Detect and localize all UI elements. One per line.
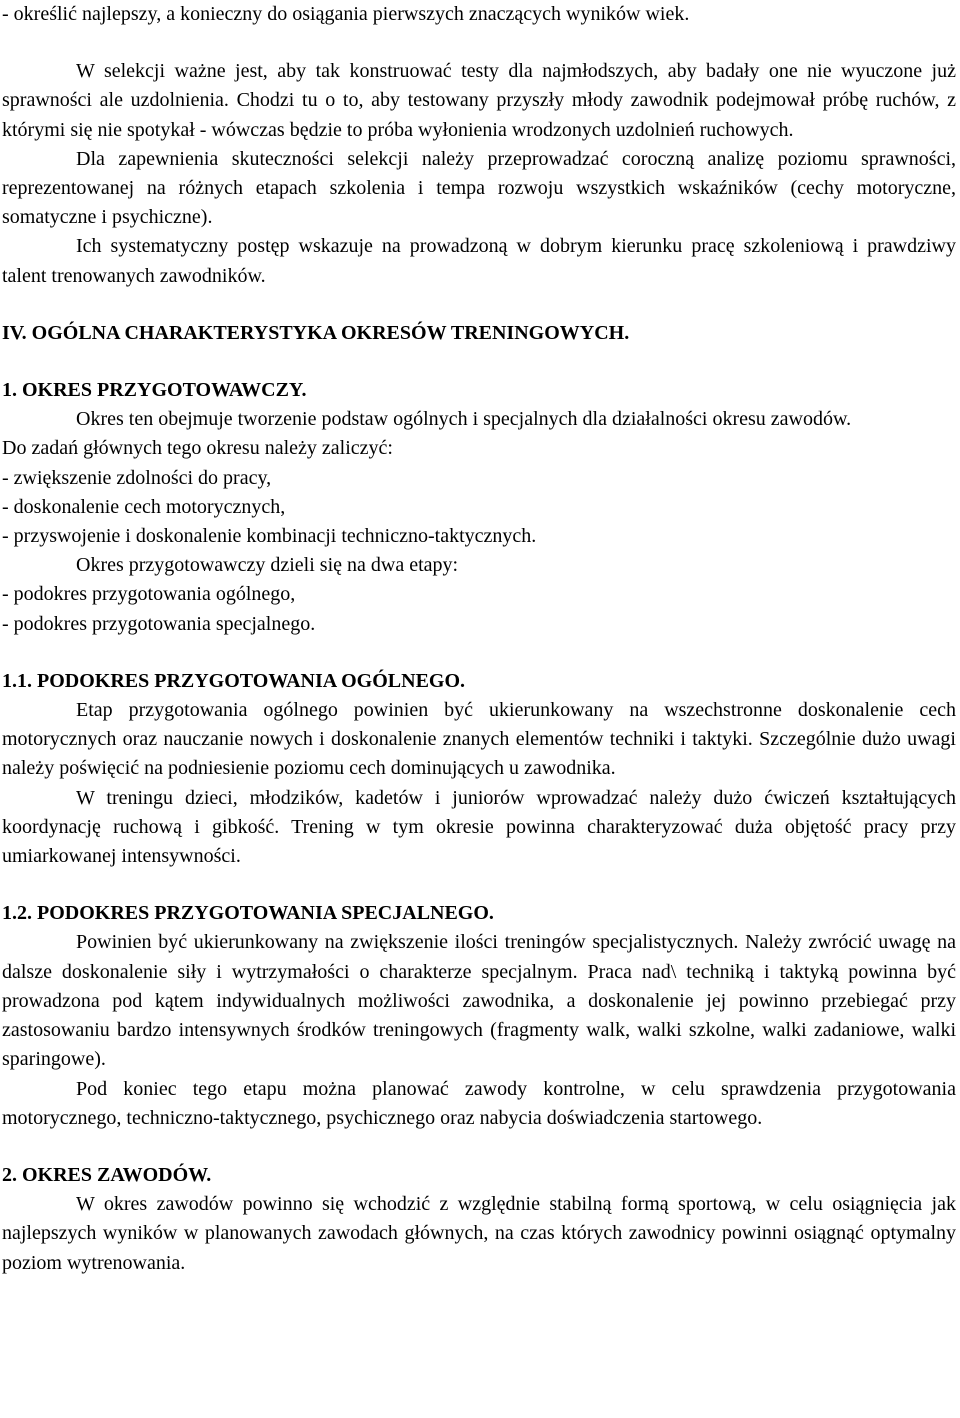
paragraph-okres-zawodow: W okres zawodów powinno się wchodzić z względnie stabilną formą sportową, w celu osiągnięcia jak najlepszych wyników w planowanych zawodach głównych, na czas których zawodnicy powinni osiągnąć optymalny poziom wytrenowania. bbox=[2, 1193, 956, 1274]
paragraph-powinien: Powinien być ukierunkowany na zwiększenie ilości treningów specjalistycznych. Należy zwrócić uwagę na dalsze doskonalenie siły i wytrzymałości o charakterze specjalnym. Praca nad\ techniką i taktyką powinna być prowadzona pod kątem indywidualnych możliwości zawodnika, a doskonalenie jej powinno przebiegać przy zastosowaniu bardzo intensywnych środków treningowych (fragmenty walk, walki szkolne, walki zadaniowe, walki sparingowe). bbox=[2, 931, 956, 1071]
heading-podokres-ogolny: 1.1. PODOKRES PRZYGOTOWANIA OGÓLNEGO. bbox=[2, 669, 466, 692]
heading-podokres-specjalny: 1.2. PODOKRES PRZYGOTOWANIA SPECJALNEGO. bbox=[2, 902, 494, 925]
paragraph-pod-koniec: Pod koniec tego etapu można planować zawody kontrolne, w celu sprawdzenia przygotowania motorycznego, techniczno-taktycznego, psychicznego oraz nabycia doświadczenia startowego. bbox=[2, 1077, 956, 1129]
list-item: - zwiększenie zdolności do pracy, bbox=[2, 466, 272, 489]
paragraph-etap-ogolny: Etap przygotowania ogólnego powinien być ukierunkowany na wszechstronne doskonalenie cech motorycznych oraz nauczanie nowych i doskonalenie znanych elementów techniki i taktyki. Szczególnie dużo uwagi należy poświęcić na podniesienie poziomu cech dominujących u zawodnika. bbox=[2, 699, 956, 780]
document-page bbox=[2, 0, 956, 1278]
paragraph-skutecznosc: Dla zapewnienia skuteczności selekcji należy przeprowadzać coroczną analizę poziomu sprawności, reprezentowanej na różnych etapach szkolenia i tempa rozwoju wszystkich wskaźników (cechy motoryczne, somatyczne i psychiczne). bbox=[2, 147, 956, 229]
paragraph-top: - określić najlepszy, a konieczny do osiągania pierwszych znaczących wyników wiek. bbox=[2, 3, 690, 25]
paragraph-selekcja: W selekcji ważne jest, aby tak konstruować testy dla najmłodszych, aby badały one nie wyuczone już sprawności ale uzdolnienia. Chodzi tu o to, aby testowany przyszły młody zawodnik podejmował próbę ruchów, z którymi się nie spotykał - wówczas będzie to próba wyłonienia wrodzonych uzdolnień ruchowych. bbox=[2, 60, 956, 141]
paragraph-okres-ten: Okres ten obejmuje tworzenie podstaw ogólnych i specjalnych dla działalności okresu zawodów. bbox=[76, 408, 852, 431]
etapy-intro: Okres przygotowawczy dzieli się na dwa etapy: bbox=[76, 554, 459, 577]
heading-okres-przygotowawczy: 1. OKRES PRZYGOTOWAWCZY. bbox=[2, 379, 307, 402]
paragraph-trening-dzieci: W treningu dzieci, młodzików, kadetów i juniorów wprowadzać należy dużo ćwiczeń kształtujących koordynację ruchową i gibkość. Trening w tym okresie powinna charakteryzować duża objętość pracy przy umiarkowanej intensywności. bbox=[2, 786, 956, 868]
list-item: - podokres przygotowania specjalnego. bbox=[2, 612, 316, 635]
heading-section-iv: IV. OGÓLNA CHARAKTERYSTYKA OKRESÓW TRENINGOWYCH. bbox=[2, 321, 630, 344]
paragraph-postep: Ich systematyczny postęp wskazuje na prowadzoną w dobrym kierunku pracę szkoleniową i prawdziwy talent trenowanych zawodników. bbox=[2, 235, 956, 287]
list-item: - doskonalenie cech motorycznych, bbox=[2, 495, 286, 518]
list-item: - podokres przygotowania ogólnego, bbox=[2, 583, 296, 606]
heading-okres-zawodow: 2. OKRES ZAWODÓW. bbox=[2, 1163, 212, 1186]
list-item: - przyswojenie i doskonalenie kombinacji techniczno-taktycznych. bbox=[2, 525, 537, 548]
zadania-intro: Do zadań głównych tego okresu należy zaliczyć: bbox=[2, 437, 393, 460]
